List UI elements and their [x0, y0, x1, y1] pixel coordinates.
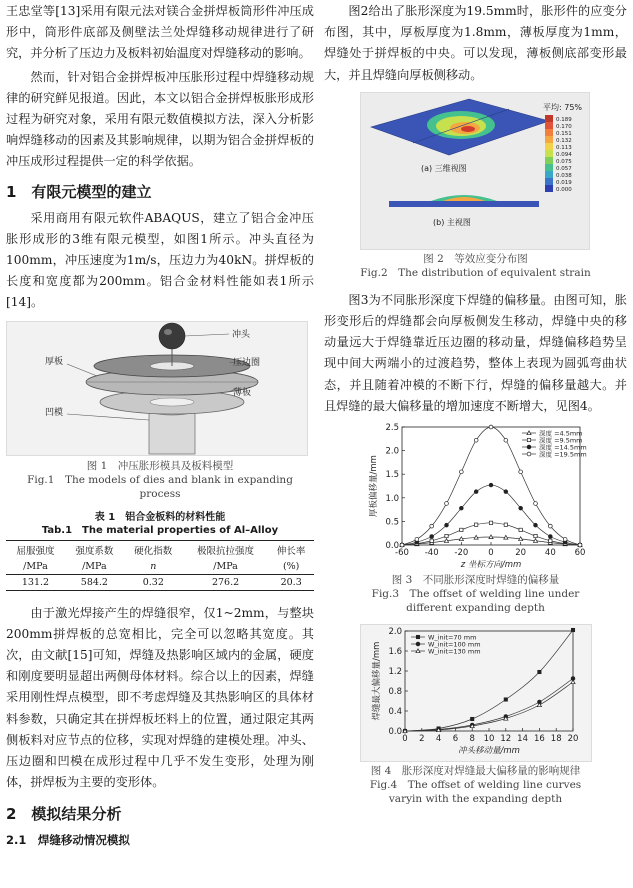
y-tick-label: 2.5 — [385, 423, 399, 434]
paragraph-intro-1: 王忠堂等[13]采用有限元法对镁合金拼焊板筒形件冲压成形中，筒形件底部及侧壁法兰处焊缝移动规律进行了研究，并分析了压边力及板料初始温度对焊缝移动的影响。 — [6, 4, 314, 61]
series-line — [405, 682, 573, 731]
x-tick-label: 4 — [435, 734, 442, 745]
table-row — [6, 574, 314, 590]
data-point — [460, 528, 463, 531]
legend-value: 0.038 — [556, 172, 572, 179]
y-tick-label: 0.0 — [388, 727, 402, 738]
legend-swatch — [545, 136, 553, 143]
table-cell: 0.32 — [124, 574, 183, 590]
y-tick-label: 1.0 — [385, 493, 399, 504]
data-point — [415, 537, 419, 541]
figure-2-drawing — [361, 93, 591, 251]
x-tick-label: 20 — [515, 548, 527, 559]
data-point — [504, 698, 507, 701]
legend-swatch — [545, 164, 553, 171]
x-tick-label: 8 — [469, 734, 475, 745]
table-header: 屈服强度 — [6, 540, 65, 559]
legend-label: W_init=70 mm — [428, 633, 477, 642]
label-punch: 冲头 — [232, 329, 251, 340]
figure-2-sub-a: (a) 三维视图 — [421, 163, 467, 173]
y-tick-label: 0.0 — [385, 541, 399, 552]
legend-label: 深度 =4.5mm — [539, 429, 583, 438]
table-header: 强度系数 — [65, 540, 124, 559]
legend-swatch — [545, 122, 553, 129]
data-point — [504, 490, 508, 494]
figure-2-caption-en: Fig.2 The distribution of equivalent strain — [360, 266, 591, 279]
table-cell: 20.3 — [268, 574, 314, 590]
figure-2-sub-b: (b) 主视图 — [433, 217, 471, 227]
label-thick: 厚板 — [45, 356, 64, 367]
data-point — [504, 523, 507, 526]
paragraph-model: 采用商用有限元软件ABAQUS，建立了铝合金冲压胀形成形的3维有限元模型，如图1所示。冲头直径为100mm，冲压速度为1m/s，压边力为40kN。拼焊板的长度和宽度都为200mm。铝合金材料性能如表1所示[14]。 — [6, 210, 314, 310]
data-point — [489, 425, 493, 429]
table-unit: n — [124, 559, 183, 575]
data-point — [445, 534, 448, 537]
figure-4-chart — [361, 625, 593, 763]
y-tick-label: 0.4 — [388, 707, 402, 718]
x-tick-label: 2 — [419, 734, 425, 745]
legend-swatch — [545, 185, 553, 192]
section-2-heading: 2 模拟结果分析 — [6, 805, 122, 824]
figure-1 — [6, 321, 308, 456]
figure-2-caption-cn: 图 2 等效应变分布图 — [423, 252, 528, 265]
data-point — [504, 438, 508, 442]
y-tick-label: 2.0 — [385, 446, 399, 457]
legend-marker — [527, 438, 530, 441]
left-column — [6, 0, 314, 848]
data-point — [489, 521, 492, 524]
data-point — [519, 528, 522, 531]
legend-swatch — [545, 171, 553, 178]
table-header: 伸长率 — [268, 540, 314, 559]
legend-label: W_init=130 mm — [428, 647, 481, 656]
data-point — [459, 470, 463, 474]
data-point — [430, 535, 434, 539]
legend-value: 0.000 — [556, 186, 572, 193]
x-tick-label: 16 — [533, 734, 545, 745]
paragraph-weld-model: 由于激光焊接产生的焊缝很窄，仅1~2mm，与整块200mm拼焊板的总宽相比，完全可以忽略其宽度。其次，由文献[15]可知，焊缝及热影响区域内的金属，硬度和刚度要明显超出两侧母体材料。综合以上的因素，焊缝采用刚性焊点模型，即不考虑焊缝及其热影响区的具体材料参数，只确定其在拼焊板坯料上的位置，通过限定其两侧板料对应节点的位移，实现对焊缝的建模处理。冲头、压边圈和凹模在成形过程中几乎不发生变形，处理为刚体，拼焊板为主要的变形体。 — [6, 605, 314, 790]
table-header: 极限抗拉强度 — [183, 540, 269, 559]
legend-value: 0.189 — [556, 116, 572, 123]
figure-1-drawing — [7, 322, 309, 457]
x-tick-label: -60 — [395, 548, 409, 559]
legend-value: 0.170 — [556, 123, 572, 130]
data-point — [578, 543, 582, 547]
data-point — [474, 523, 477, 526]
table-unit: /MPa — [65, 559, 124, 575]
figure-3-caption-cn: 图 3 不同胀形深度时焊缝的偏移量 — [391, 574, 560, 587]
x-tick-label: 18 — [550, 734, 562, 745]
data-point — [534, 534, 537, 537]
x-tick-label: 0 — [488, 548, 494, 559]
subsection-2-1-heading: 2.1 焊缝移动情况模拟 — [6, 833, 130, 848]
data-point — [459, 506, 463, 510]
data-point — [538, 670, 541, 673]
legend-swatch — [545, 143, 553, 150]
punch-sphere — [159, 323, 185, 349]
table-1 — [6, 540, 314, 591]
table-header: 硬化指数 — [124, 540, 183, 559]
table-unit-row — [6, 559, 314, 575]
table-1-title-cn: 表 1 铝合金板料的材料性能 — [94, 511, 226, 523]
x-tick-label: 0 — [402, 734, 408, 745]
legend-marker — [416, 642, 420, 646]
legend-value: 0.094 — [556, 151, 572, 158]
data-point — [563, 537, 567, 541]
legend-value: 0.132 — [556, 137, 572, 144]
figure-4-caption-cn: 图 4 胀形深度对焊缝最大偏移量的影响规律 — [370, 765, 581, 778]
data-point — [445, 523, 449, 527]
legend-value: 0.019 — [556, 179, 572, 186]
figure-2-legend — [545, 115, 572, 193]
y-tick-label: 1.5 — [385, 470, 399, 481]
data-point — [474, 438, 478, 442]
legend-label: 深度 =9.5mm — [539, 436, 583, 445]
data-point — [519, 470, 523, 474]
y-axis-label: 焊缝最大偏移量/mm — [372, 641, 382, 721]
table-cell: 276.2 — [183, 574, 269, 590]
paragraph-offset: 图3为不同胀形深度下焊缝的偏移量。由图可知，胀形变形后的焊缝都会向厚板侧发生移动，焊缝中央的移动量远大于焊缝靠近压边圈的移动量，焊缝偏移趋势呈现中间大两端小的过渡趋势，整体上表现为圆弧弯曲状态，并且随着冲模的不断下行，焊缝的偏移量越大。并且焊缝的最大偏移量的增加速度不断增大，见图4。 — [324, 292, 627, 413]
series-line — [402, 523, 580, 545]
y-tick-label: 2.0 — [388, 627, 402, 638]
y-axis-label: 厚板偏移量/mm — [369, 455, 379, 517]
x-tick-label: 60 — [574, 548, 586, 559]
figure-2 — [360, 92, 590, 250]
legend-value: 0.057 — [556, 165, 572, 172]
y-tick-label: 0.5 — [385, 517, 399, 528]
table-unit: (%) — [268, 559, 314, 575]
table-header-row — [6, 540, 314, 559]
legend-marker — [527, 445, 531, 449]
x-axis-label: z 坐标方向/mm — [460, 560, 522, 571]
legend-label: 深度 =14.5mm — [539, 443, 587, 452]
legend-value: 0.113 — [556, 144, 572, 151]
legend-swatch — [545, 115, 553, 122]
table-cell: 131.2 — [6, 574, 65, 590]
legend-label: W_init=100 mm — [428, 640, 481, 649]
legend-value: 0.075 — [556, 158, 572, 165]
data-point — [549, 539, 552, 542]
data-point — [571, 680, 575, 684]
x-tick-label: 14 — [517, 734, 529, 745]
die-cylinder — [149, 410, 195, 454]
table-1-title-en: Tab.1 The material properties of Al–Alloy — [41, 524, 279, 536]
x-tick-label: 6 — [452, 734, 459, 745]
figure-3-caption-en-1: Fig.3 The offset of welding line under — [371, 588, 580, 601]
x-tick-label: 40 — [544, 548, 556, 559]
data-point — [471, 717, 474, 720]
paragraph-intro-2: 然而，针对铝合金拼焊板冲压胀形过程中焊缝移动规律的研究鲜见报道。因此，本文以铝合金拼焊板胀形成形过程为研究对象，采用有限元数值模拟方法，深入分析影响焊缝移动的因素及其影响规律，以期为铝合金拼焊板的冲压成形过程提供一定的科学依据。 — [6, 69, 314, 169]
strain-plate-front — [389, 201, 539, 207]
label-die: 凹模 — [45, 407, 64, 418]
table-unit: /MPa — [6, 559, 65, 575]
data-point — [430, 524, 434, 528]
x-tick-label: 10 — [483, 734, 495, 745]
legend-value: 0.151 — [556, 130, 572, 137]
y-tick-label: 1.2 — [388, 667, 402, 678]
data-point — [474, 490, 478, 494]
data-point — [571, 628, 574, 631]
figure-1-caption-en: Fig.1 The models of dies and blank in expanding process — [27, 473, 293, 500]
data-point — [548, 524, 552, 528]
table-unit: /MPa — [183, 559, 269, 575]
x-axis-label: 冲头移动量/mm — [458, 746, 520, 757]
legend-label: 深度 =19.5mm — [539, 450, 587, 459]
data-point — [489, 483, 493, 487]
figure-3-chart — [324, 423, 627, 573]
figure-1-caption-cn: 图 1 冲压胀形模具及板料模型 — [86, 459, 234, 472]
legend-swatch — [545, 129, 553, 136]
figure-4-caption-en-2: varyin with the expanding depth — [388, 793, 563, 806]
figure-4-caption-en-1: Fig.4 The offset of welding line curves — [369, 779, 582, 792]
right-column — [324, 0, 627, 806]
data-point — [519, 506, 523, 510]
label-thin: 薄板 — [233, 387, 252, 398]
data-point — [445, 502, 449, 506]
y-tick-label: 0.8 — [388, 687, 402, 698]
legend-swatch — [545, 150, 553, 157]
legend-swatch — [545, 178, 553, 185]
x-tick-label: -40 — [424, 548, 439, 559]
data-point — [534, 502, 538, 506]
label-binder: 压边圈 — [233, 357, 261, 368]
legend-marker — [416, 635, 419, 638]
y-tick-label: 1.6 — [388, 647, 402, 658]
data-point — [400, 543, 404, 547]
x-tick-label: -20 — [454, 548, 469, 559]
x-tick-label: 20 — [567, 734, 579, 745]
section-1-heading: 1 有限元模型的建立 — [6, 182, 152, 201]
figure-3-caption-en-2: different expanding depth — [406, 602, 545, 615]
figure-4 — [360, 624, 592, 762]
legend-swatch — [545, 157, 553, 164]
table-cell: 584.2 — [65, 574, 124, 590]
data-point — [534, 523, 538, 527]
paragraph-strain: 图2给出了胀形深度为19.5mm时，胀形件的应变分布图，其中，厚板厚度为1.8mm，薄板厚度为1mm，焊缝处于拼焊板的中央。可以发现，薄板侧底部变形最大，并且焊缝向厚板侧移动。 — [324, 4, 627, 82]
figure-2-legend-title: 平均: 75% — [543, 102, 583, 112]
legend-marker — [527, 452, 531, 456]
data-point — [548, 535, 552, 539]
data-point — [430, 539, 433, 542]
x-tick-label: 12 — [500, 734, 512, 745]
